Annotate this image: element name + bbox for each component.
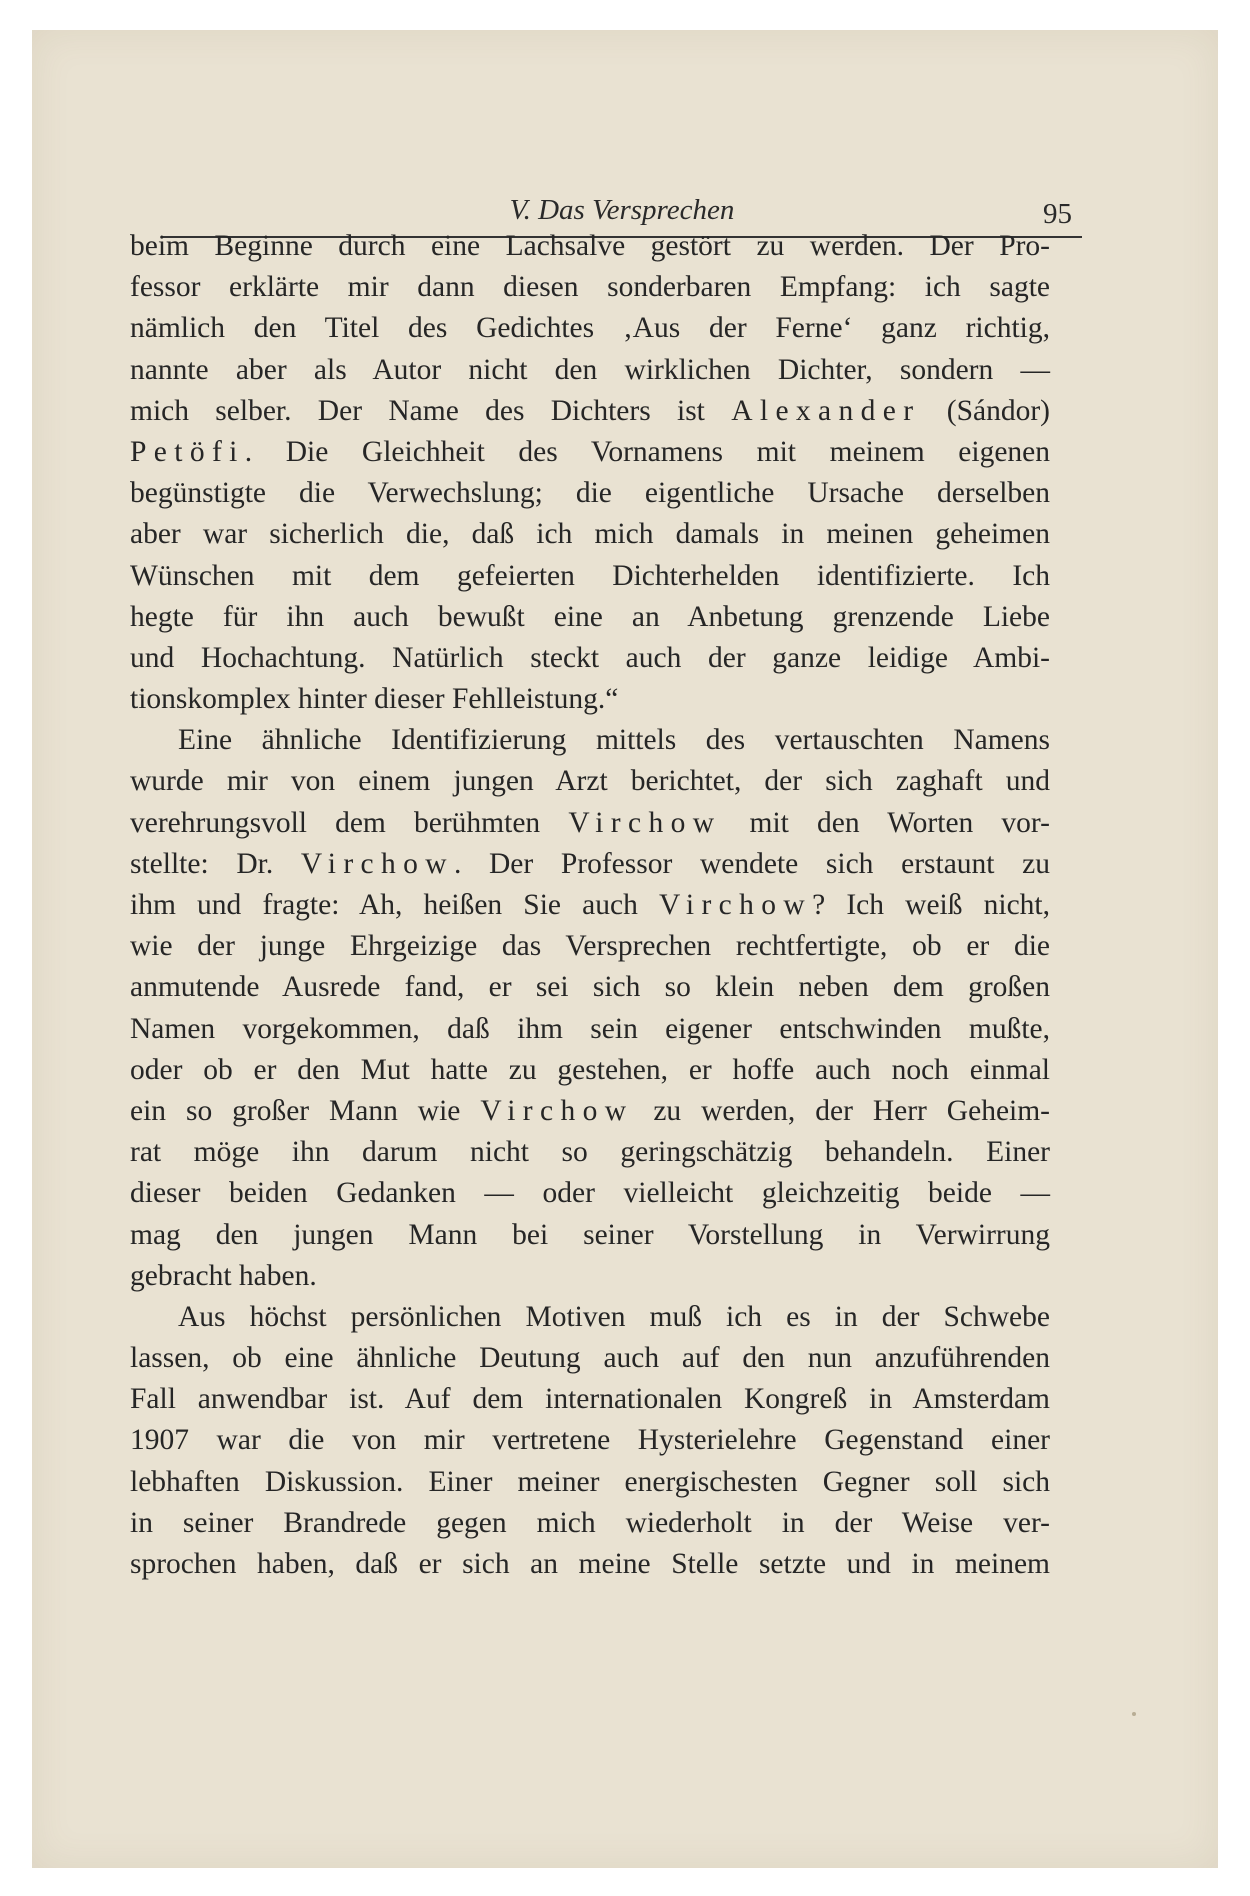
paragraph-3 (130, 1297, 1050, 1585)
text-line: und Hochachtung. Natürlich steckt auch der ganze leidige Ambi- (130, 641, 1050, 674)
page-number: 95 (1043, 198, 1072, 230)
text-line: aber war sicherlich die, daß ich mich damals in meinen geheimen (130, 518, 1050, 551)
text-line: nämlich den Titel des Gedichtes ‚Aus der Ferne‘ ganz richtig, (130, 312, 1050, 345)
text-line: lebhaften Diskussion. Einer meiner energischesten Gegner soll sich (130, 1465, 1050, 1498)
text-line: begünstigte die Verwechslung; die eigentliche Ursache derselben (130, 477, 1050, 510)
text-line: mich selber. Der Name des Dichters ist Alexander (Sándor) (130, 394, 1050, 427)
text-line: Fall anwendbar ist. Auf dem internationalen Kongreß in Amsterdam (130, 1383, 1050, 1416)
text-line: nannte aber als Autor nicht den wirklichen Dichter, sondern — (130, 353, 1050, 386)
paragraph-1 (130, 226, 1050, 720)
text-line: lassen, ob eine ähnliche Deutung auch auf den nun anzuführenden (130, 1342, 1050, 1375)
text-line: in seiner Brandrede gegen mich wiederholt in der Weise ver- (130, 1506, 1050, 1539)
text-line: ein so großer Mann wie Virchow zu werden, der Herr Geheim- (130, 1094, 1050, 1127)
text-line: wie der junge Ehrgeizige das Versprechen rechtfertigte, ob er die (130, 930, 1050, 963)
paper-speck (1132, 1712, 1136, 1716)
text-line: beim Beginne durch eine Lachsalve gestört zu werden. Der Pro- (130, 230, 1050, 262)
running-title: V. Das Versprechen (509, 194, 735, 226)
text-line: Wünschen mit dem gefeierten Dichterhelden identifizierte. Ich (130, 559, 1050, 592)
text-line: ihm und fragte: Ah, heißen Sie auch Virchow? Ich weiß nicht, (130, 889, 1050, 921)
text-line: mag den jungen Mann bei seiner Vorstellung in Verwirrung (130, 1218, 1050, 1251)
body-text (130, 226, 1050, 1585)
text-line: verehrungsvoll dem berühmten Virchow mit den Worten vor- (130, 806, 1050, 839)
text-line: Eine ähnliche Identifizierung mittels des vertauschten Namens (178, 724, 1050, 757)
text-line: Namen vorgekommen, daß ihm sein eigener entschwinden mußte, (130, 1012, 1050, 1045)
text-line: anmutende Ausrede fand, er sei sich so klein neben dem großen (130, 971, 1050, 1004)
text-line: stellte: Dr. Virchow. Der Professor wendete sich erstaunt zu (130, 847, 1050, 880)
paragraph-2 (130, 720, 1050, 1297)
text-line: sprochen haben, daß er sich an meine Stelle setzte und in meinem (130, 1548, 1050, 1580)
text-line: oder ob er den Mut hatte zu gestehen, er hoffe auch noch einmal (130, 1053, 1050, 1086)
text-line: 1907 war die von mir vertretene Hysterielehre Gegenstand einer (130, 1424, 1050, 1457)
text-line: tionskomplex hinter dieser Fehlleistung.“ (130, 683, 619, 716)
text-line: wurde mir von einem jungen Arzt berichtet, der sich zaghaft und (130, 765, 1050, 798)
text-line: rat möge ihn darum nicht so geringschätzig behandeln. Einer (130, 1136, 1050, 1169)
text-line: Aus höchst persönlichen Motiven muß ich es in der Schwebe (178, 1300, 1050, 1333)
text-line: gebracht haben. (130, 1259, 317, 1292)
text-line: hegte für ihn auch bewußt eine an Anbetung grenzende Liebe (130, 600, 1050, 633)
text-line: dieser beiden Gedanken — oder vielleicht gleichzeitig beide — (130, 1177, 1050, 1210)
text-line: Petöfi. Die Gleichheit des Vornamens mit meinem eigenen (130, 435, 1050, 468)
text-line: fessor erklärte mir dann diesen sonderbaren Empfang: ich sagte (130, 271, 1050, 304)
